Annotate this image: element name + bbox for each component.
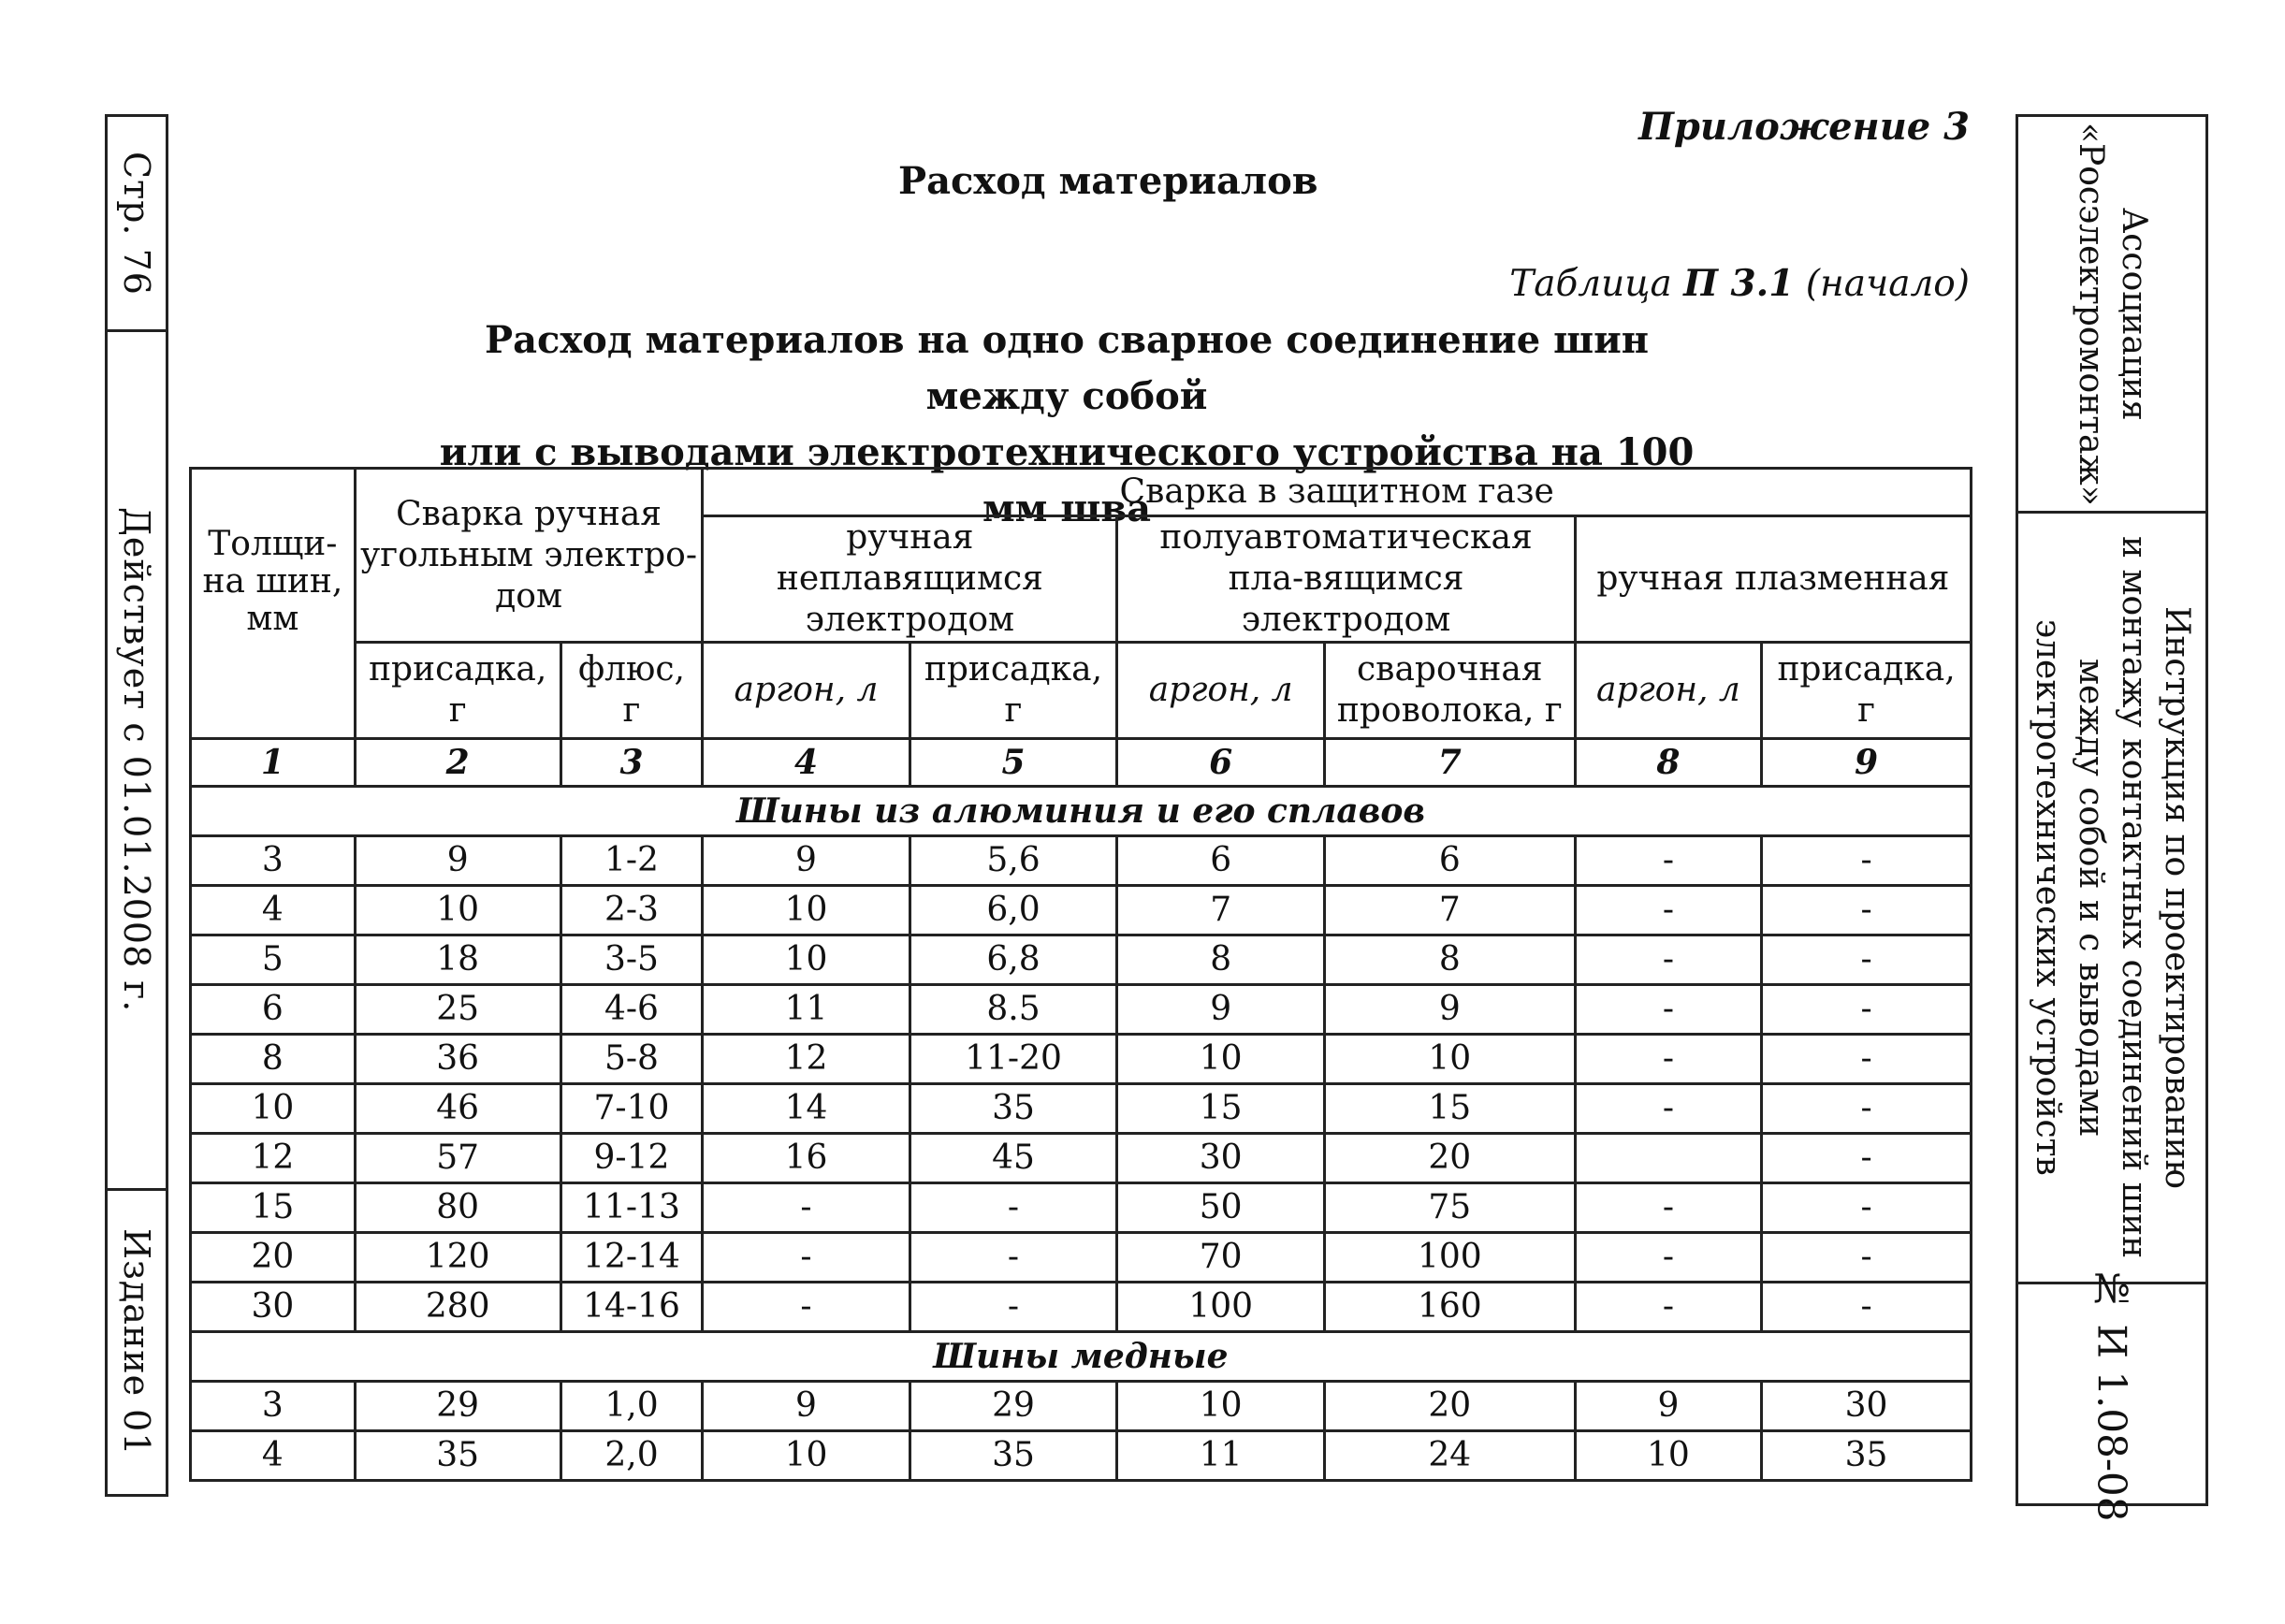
table-cell: 9 xyxy=(1117,985,1325,1035)
column-number: 2 xyxy=(355,739,560,787)
table-cell: 4 xyxy=(191,1431,356,1481)
table-title: Расход материалов на одно сварное соединение шин между собой или с выводами электротехнического устройства на 100 мм шва xyxy=(439,318,1695,530)
header-col-9: присадка, г xyxy=(1762,643,1972,739)
table-cell: 10 xyxy=(1575,1431,1761,1481)
table-cell: 10 xyxy=(703,1431,910,1481)
doc-number: № И 1.08-08 xyxy=(2089,1266,2135,1522)
table-cell: 50 xyxy=(1117,1183,1325,1233)
table-row xyxy=(191,1035,1972,1084)
table-cell: 45 xyxy=(910,1134,1117,1183)
table-cell: 9 xyxy=(1575,1382,1761,1431)
table-cell: 5,6 xyxy=(910,836,1117,886)
table-cell: 3-5 xyxy=(560,935,703,985)
table-cell: - xyxy=(1575,1233,1761,1283)
column-number: 4 xyxy=(703,739,910,787)
materials-table xyxy=(189,467,1972,1482)
table-cell: - xyxy=(1762,1183,1972,1233)
header-col-4: аргон, л xyxy=(703,643,910,739)
table-cell: - xyxy=(910,1233,1117,1283)
table-cell: 25 xyxy=(355,985,560,1035)
table-cell: - xyxy=(1762,1233,1972,1283)
table-cell: - xyxy=(1575,836,1761,886)
table-cell: 80 xyxy=(355,1183,560,1233)
table-cell: 280 xyxy=(355,1283,560,1332)
table-cell: - xyxy=(703,1283,910,1332)
table-cell: 46 xyxy=(355,1084,560,1134)
table-cell: 6,8 xyxy=(910,935,1117,985)
table-cell: 12-14 xyxy=(560,1233,703,1283)
table-row xyxy=(191,836,1972,886)
header-plasma: ручная плазменная xyxy=(1575,516,1971,643)
table-cell: 24 xyxy=(1324,1431,1575,1481)
table-cell: - xyxy=(1762,985,1972,1035)
table-cell: 20 xyxy=(1324,1134,1575,1183)
table-cell: 8 xyxy=(1324,935,1575,985)
right-stamp xyxy=(2016,114,2208,1522)
table-cell xyxy=(1575,1134,1761,1183)
table-cell: 18 xyxy=(355,935,560,985)
section-copper: Шины медные xyxy=(191,1332,1972,1382)
table-cell: 1-2 xyxy=(560,836,703,886)
table-cell: 75 xyxy=(1324,1183,1575,1233)
copper-rows xyxy=(191,1382,1972,1481)
appendix-label: Приложение 3 xyxy=(1638,105,1970,149)
table-cell: 30 xyxy=(1762,1382,1972,1431)
table-cell: 11-20 xyxy=(910,1035,1117,1084)
table-cell: 10 xyxy=(1117,1035,1325,1084)
table-cell: 6 xyxy=(1324,836,1575,886)
header-thickness: Толщи- на шин, мм xyxy=(191,469,356,739)
table-cell: - xyxy=(1575,1035,1761,1084)
doc-number-cell xyxy=(2018,1266,2205,1522)
table-cell: 7 xyxy=(1324,886,1575,935)
page-title: Расход материалов xyxy=(898,159,1318,203)
section-aluminium: Шины из алюминия и его сплавов xyxy=(191,787,1972,836)
table-row xyxy=(191,985,1972,1035)
edition: Издание 01 xyxy=(116,1228,157,1457)
doc-title-cell xyxy=(2018,514,2205,1284)
table-cell: 8 xyxy=(191,1035,356,1084)
header-col-3: флюс, г xyxy=(560,643,703,739)
table-cell: 7-10 xyxy=(560,1084,703,1134)
table-cell: - xyxy=(1762,836,1972,886)
table-cell: 160 xyxy=(1324,1283,1575,1332)
column-number: 3 xyxy=(560,739,703,787)
table-cell: - xyxy=(1762,886,1972,935)
table-row xyxy=(191,886,1972,935)
column-number: 6 xyxy=(1117,739,1325,787)
table-cell: 100 xyxy=(1324,1233,1575,1283)
table-cell: 29 xyxy=(910,1382,1117,1431)
left-stamp xyxy=(105,114,168,1497)
table-cell: - xyxy=(1575,886,1761,935)
table-caption: Таблица П 3.1 (начало) xyxy=(1509,262,1970,305)
table-cell: 5 xyxy=(191,935,356,985)
table-row xyxy=(191,1431,1972,1481)
header-shielding-gas: Сварка в защитном газе xyxy=(703,469,1972,516)
header-manual-nonconsumable: ручная неплавящимся электродом xyxy=(703,516,1117,643)
column-number: 7 xyxy=(1324,739,1575,787)
table-row xyxy=(191,1382,1972,1431)
table-cell: 12 xyxy=(703,1035,910,1084)
table-cell: 8.5 xyxy=(910,985,1117,1035)
table-cell: - xyxy=(1762,935,1972,985)
table-cell: 10 xyxy=(1117,1382,1325,1431)
table-cell: 4-6 xyxy=(560,985,703,1035)
edition-cell xyxy=(108,1191,166,1494)
header-col-2: присадка, г xyxy=(355,643,560,739)
table-cell: 15 xyxy=(1324,1084,1575,1134)
aluminium-rows xyxy=(191,836,1972,1332)
table-cell: 6 xyxy=(1117,836,1325,886)
table-cell: 3 xyxy=(191,1382,356,1431)
table-cell: 10 xyxy=(355,886,560,935)
table-cell: 20 xyxy=(191,1233,356,1283)
table-cell: - xyxy=(1762,1283,1972,1332)
table-cell: 100 xyxy=(1117,1283,1325,1332)
table-row xyxy=(191,935,1972,985)
table-cell: 12 xyxy=(191,1134,356,1183)
column-number: 1 xyxy=(191,739,356,787)
table-cell: 11-13 xyxy=(560,1183,703,1233)
table-cell: 57 xyxy=(355,1134,560,1183)
table-cell: - xyxy=(703,1233,910,1283)
table-cell: - xyxy=(1762,1134,1972,1183)
table-cell: - xyxy=(1575,985,1761,1035)
header-col-6: аргон, л xyxy=(1117,643,1325,739)
header-col-8: аргон, л xyxy=(1575,643,1761,739)
table-cell: - xyxy=(1762,1084,1972,1134)
table-cell: 2,0 xyxy=(560,1431,703,1481)
header-carbon-electrode: Сварка ручная угольным электро-дом xyxy=(355,469,703,643)
table-cell: 6 xyxy=(191,985,356,1035)
table-cell: 3 xyxy=(191,836,356,886)
valid-from-cell xyxy=(108,332,166,1191)
valid-from: Действует с 01.01.2008 г. xyxy=(116,507,157,1013)
table-row xyxy=(191,1183,1972,1233)
column-number: 5 xyxy=(910,739,1117,787)
table-cell: 14-16 xyxy=(560,1283,703,1332)
table-cell: 14 xyxy=(703,1084,910,1134)
organization: Ассоциация «Росэлектромонтаж» xyxy=(2072,122,2153,506)
table-row xyxy=(191,1283,1972,1332)
header-col-7: сварочная проволока, г xyxy=(1324,643,1575,739)
table-cell: 7 xyxy=(1117,886,1325,935)
table-cell: 35 xyxy=(910,1431,1117,1481)
header-col-5: присадка, г xyxy=(910,643,1117,739)
table-cell: 10 xyxy=(191,1084,356,1134)
doc-title: Инструкция по проектированию и монтажу контактных соединений шин между собой и с выводами электротехнических устройств xyxy=(2029,536,2196,1259)
table-cell: - xyxy=(1762,1035,1972,1084)
table-cell: 10 xyxy=(703,886,910,935)
table-cell: 11 xyxy=(1117,1431,1325,1481)
table-cell: 9 xyxy=(1324,985,1575,1035)
table-cell: - xyxy=(703,1183,910,1233)
table-row xyxy=(191,1134,1972,1183)
table-cell: 120 xyxy=(355,1233,560,1283)
table-cell: 4 xyxy=(191,886,356,935)
table-row xyxy=(191,1233,1972,1283)
table-cell: - xyxy=(1575,1183,1761,1233)
table-cell: 9 xyxy=(355,836,560,886)
table-cell: - xyxy=(1575,935,1761,985)
organization-cell xyxy=(2018,117,2205,514)
table-cell: 9 xyxy=(703,836,910,886)
table-cell: 15 xyxy=(1117,1084,1325,1134)
table-cell: 2-3 xyxy=(560,886,703,935)
table-cell: 1,0 xyxy=(560,1382,703,1431)
page-number-cell xyxy=(108,117,166,332)
table-row xyxy=(191,1084,1972,1134)
table-cell: 35 xyxy=(1762,1431,1972,1481)
table-cell: 35 xyxy=(355,1431,560,1481)
table-cell: 5-8 xyxy=(560,1035,703,1084)
table-cell: 30 xyxy=(1117,1134,1325,1183)
table-cell: 6,0 xyxy=(910,886,1117,935)
table-cell: 8 xyxy=(1117,935,1325,985)
table-cell: 20 xyxy=(1324,1382,1575,1431)
table-cell: 10 xyxy=(703,935,910,985)
table-cell: 36 xyxy=(355,1035,560,1084)
header-semiautomatic: полуавтоматическая пла-вящимся электродом xyxy=(1117,516,1575,643)
column-number-row xyxy=(191,739,1972,787)
page-number: Стр. 76 xyxy=(116,151,157,296)
table-cell: 35 xyxy=(910,1084,1117,1134)
table-cell: 16 xyxy=(703,1134,910,1183)
table-cell: - xyxy=(910,1183,1117,1233)
table-cell: 30 xyxy=(191,1283,356,1332)
table-cell: 9 xyxy=(703,1382,910,1431)
table-cell: - xyxy=(910,1283,1117,1332)
table-cell: 10 xyxy=(1324,1035,1575,1084)
column-number: 9 xyxy=(1762,739,1972,787)
table-cell: 11 xyxy=(703,985,910,1035)
table-cell: 9-12 xyxy=(560,1134,703,1183)
table-cell: - xyxy=(1575,1084,1761,1134)
table-cell: 70 xyxy=(1117,1233,1325,1283)
column-number: 8 xyxy=(1575,739,1761,787)
table-cell: 29 xyxy=(355,1382,560,1431)
table-cell: 15 xyxy=(191,1183,356,1233)
table-cell: - xyxy=(1575,1283,1761,1332)
